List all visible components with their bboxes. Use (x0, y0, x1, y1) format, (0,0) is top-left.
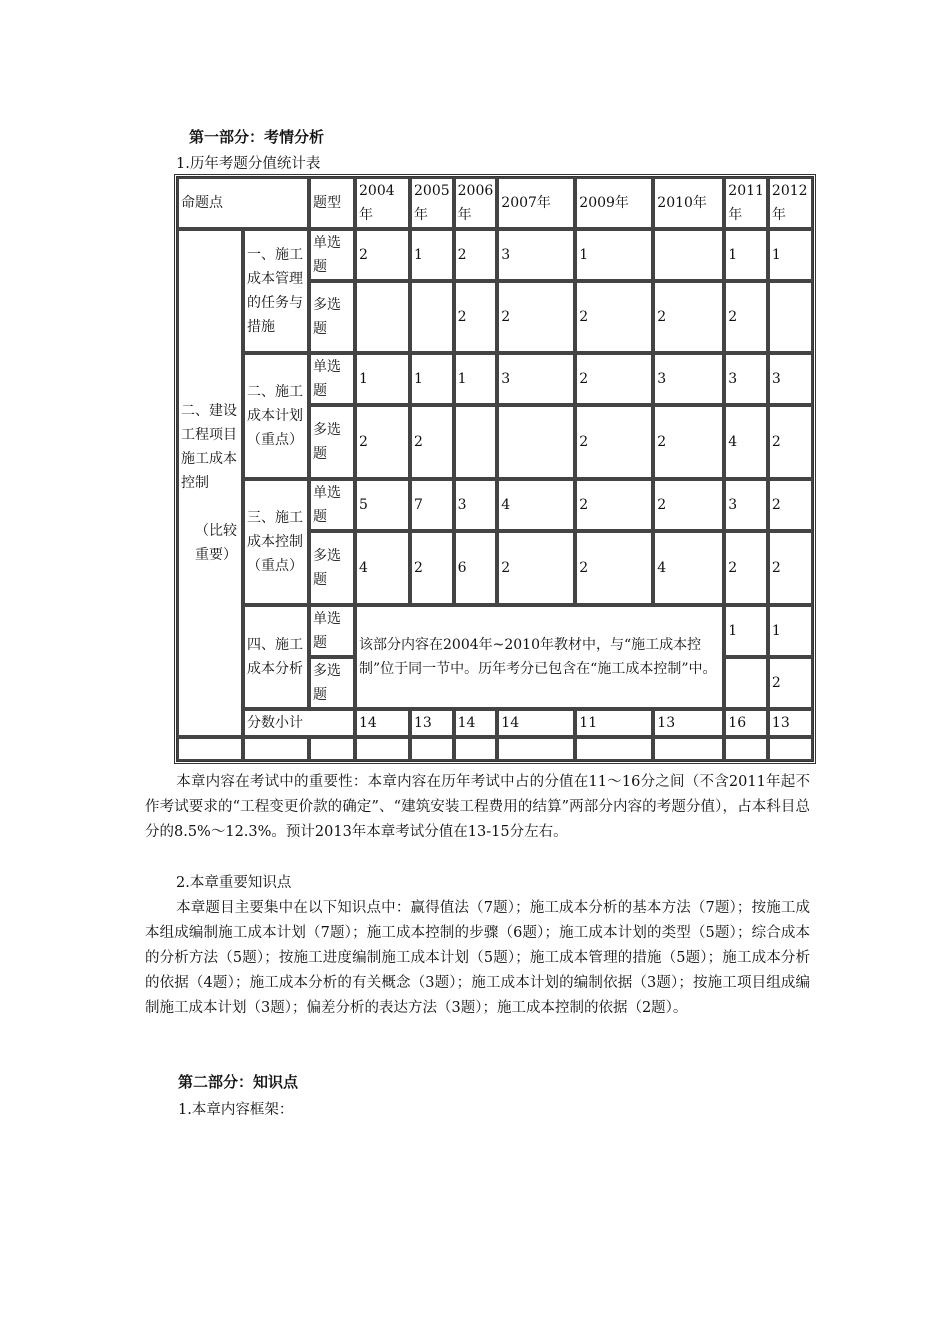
question-type: 多选题 (309, 281, 355, 353)
header-year: 2006年 (454, 177, 498, 229)
empty-cell (410, 737, 454, 761)
header-year: 2010年 (653, 177, 724, 229)
header-year: 2004年 (355, 177, 410, 229)
score-cell: 2 (653, 405, 724, 479)
score-cell: 2 (768, 531, 813, 605)
score-cell: 2 (724, 531, 768, 605)
score-cell: 1 (355, 353, 410, 405)
question-type: 多选题 (309, 405, 355, 479)
empty-cell (497, 737, 575, 761)
header-year: 2009年 (575, 177, 653, 229)
score-cell: 1 (724, 605, 768, 657)
score-cell: 2 (768, 405, 813, 479)
subtotal-label: 分数小计 (243, 709, 355, 737)
empty-cell (309, 737, 355, 761)
header-year: 2011年 (724, 177, 768, 229)
header-point: 命题点 (177, 177, 309, 229)
empty-cell (454, 737, 498, 761)
header-year: 2007年 (497, 177, 575, 229)
score-cell: 2 (575, 405, 653, 479)
section-name: 二、施工成本计划（重点） (243, 353, 309, 479)
knowledge-caption: 2.本章重要知识点 (176, 875, 292, 891)
score-cell (653, 229, 724, 281)
score-cell: 1 (575, 229, 653, 281)
score-cell: 2 (454, 281, 498, 353)
empty-cell (177, 737, 243, 761)
score-cell: 2 (653, 281, 724, 353)
score-cell: 2 (653, 479, 724, 531)
score-cell: 6 (454, 531, 498, 605)
subtotal-cell: 13 (653, 709, 724, 737)
score-cell: 2 (575, 531, 653, 605)
score-cell: 2 (497, 531, 575, 605)
score-cell: 1 (454, 353, 498, 405)
score-cell: 1 (768, 605, 813, 657)
score-cell (410, 281, 454, 353)
score-cell (768, 281, 813, 353)
question-type: 单选题 (309, 479, 355, 531)
empty-cell (768, 737, 813, 761)
score-cell: 2 (497, 281, 575, 353)
subtotal-cell: 14 (454, 709, 498, 737)
score-cell: 2 (410, 531, 454, 605)
header-type: 题型 (309, 177, 355, 229)
subtotal-cell: 11 (575, 709, 653, 737)
header-year: 2012年 (768, 177, 813, 229)
score-cell: 3 (454, 479, 498, 531)
question-type: 多选题 (309, 531, 355, 605)
knowledge-paragraph (145, 896, 810, 1021)
score-cell: 3 (497, 353, 575, 405)
empty-cell (724, 737, 768, 761)
score-cell: 4 (653, 531, 724, 605)
score-cell (454, 405, 498, 479)
part2-caption: 1.本章内容框架： (178, 1102, 294, 1118)
score-cell: 2 (768, 479, 813, 531)
score-cell: 4 (724, 405, 768, 479)
table-caption: 1.历年考题分值统计表 (176, 156, 321, 172)
score-cell: 1 (724, 229, 768, 281)
subtotal-cell: 14 (355, 709, 410, 737)
score-cell: 2 (355, 229, 410, 281)
score-cell: 3 (724, 479, 768, 531)
score-cell: 2 (575, 353, 653, 405)
score-cell: 2 (454, 229, 498, 281)
part1-heading: 第一部分：考情分析 (189, 128, 325, 146)
score-cell: 3 (497, 229, 575, 281)
score-cell (724, 657, 768, 709)
question-type: 单选题 (309, 605, 355, 657)
question-type: 单选题 (309, 229, 355, 281)
score-cell: 2 (410, 405, 454, 479)
score-cell: 2 (355, 405, 410, 479)
group-cell (177, 229, 243, 737)
score-cell: 2 (724, 281, 768, 353)
score-cell: 2 (575, 281, 653, 353)
group-label: 二、建设工程项目施工成本控制 (181, 403, 237, 491)
subtotal-cell: 14 (497, 709, 575, 737)
score-cell: 3 (724, 353, 768, 405)
section-name: 三、施工成本控制（重点） (243, 479, 309, 605)
score-cell: 7 (410, 479, 454, 531)
part2-heading: 第二部分：知识点 (178, 1073, 299, 1091)
score-cell: 3 (768, 353, 813, 405)
score-cell: 5 (355, 479, 410, 531)
score-cell: 1 (410, 229, 454, 281)
knowledge-text: 本章题目主要集中在以下知识点中：赢得值法（7题）；施工成本分析的基本方法（7题）；按施工成本组成编制施工成本计划（7题）；施工成本控制的步骤（6题）；施工成本计划的类型（5题）；综合成本的分析方法（5题）；按施工进度编制施工成本计划（5题）；施工成本管理的措施（5题）；施工成本分析的依据（4题）；施工成本分析的有关概念（3题）；施工成本计划的编制依据（3题）；按施工项目组成编制施工成本计划（3题）；偏差分析的表达方法（3题）；施工成本控制的依据（2题）。 (145, 900, 810, 1016)
score-statistics-table (174, 174, 816, 764)
empty-cell (243, 737, 309, 761)
score-cell: 3 (653, 353, 724, 405)
score-cell: 2 (768, 657, 813, 709)
empty-cell (575, 737, 653, 761)
score-cell: 4 (497, 479, 575, 531)
question-type: 单选题 (309, 353, 355, 405)
empty-cell (653, 737, 724, 761)
subtotal-cell: 13 (410, 709, 454, 737)
section-name: 一、施工成本管理的任务与措施 (243, 229, 309, 353)
section-name: 四、施工成本分析 (243, 605, 309, 709)
subtotal-cell: 16 (724, 709, 768, 737)
importance-text: 本章内容在考试中的重要性：本章内容在历年考试中占的分值在11～16分之间（不含2011年起不作考试要求的“工程变更价款的确定”、“建筑安装工程费用的结算”两部分内容的考题分值），占本科目总分的8.5%～12.3%。预计2013年本章考试分值在13-15分左右。 (145, 774, 810, 840)
score-cell (355, 281, 410, 353)
question-type: 多选题 (309, 657, 355, 709)
header-year: 2005年 (410, 177, 454, 229)
group-note: （比较重要） (195, 523, 237, 563)
empty-cell (355, 737, 410, 761)
score-cell: 4 (355, 531, 410, 605)
importance-paragraph (145, 770, 810, 845)
score-cell: 2 (575, 479, 653, 531)
subtotal-cell: 13 (768, 709, 813, 737)
score-cell: 1 (768, 229, 813, 281)
score-cell (497, 405, 575, 479)
merged-note: 该部分内容在2004年~2010年教材中，与“施工成本控制”位于同一节中。历年考分已包含在“施工成本控制”中。 (355, 605, 724, 709)
score-cell: 1 (410, 353, 454, 405)
